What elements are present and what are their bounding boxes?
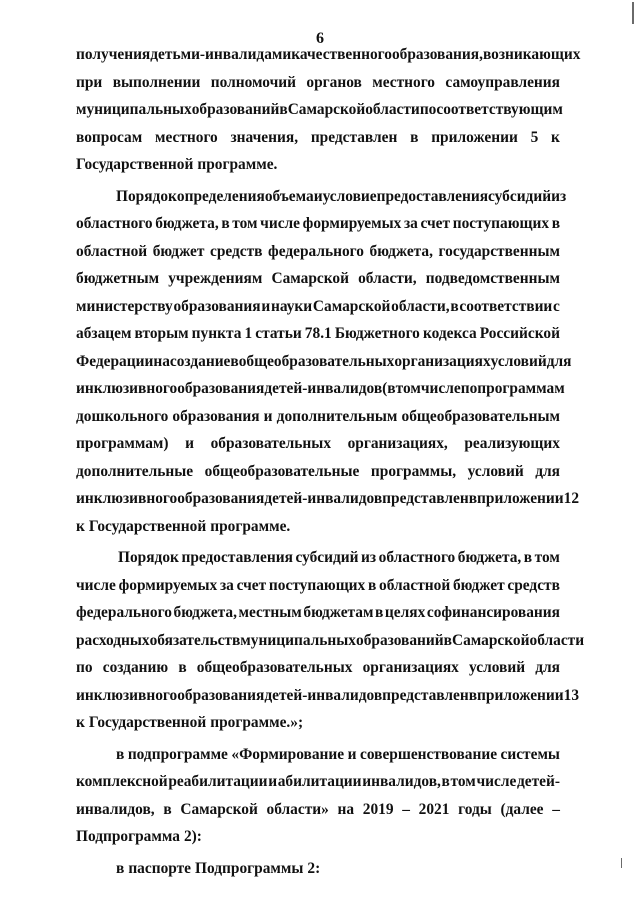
word: 2: — [307, 859, 321, 877]
word: дополнительные — [76, 462, 194, 480]
word: в — [468, 686, 478, 704]
paragraph — [76, 544, 585, 737]
word: представлен — [382, 686, 469, 704]
word: абзацем — [76, 325, 132, 342]
word: 78.1 — [304, 325, 332, 342]
word: для — [535, 659, 560, 676]
word: областной — [379, 576, 451, 594]
word: образования — [177, 490, 265, 507]
text-line — [76, 348, 572, 376]
word: счет — [420, 215, 451, 232]
word: субсидий — [295, 549, 359, 566]
word: выполнении — [112, 73, 201, 91]
word: созданию — [102, 659, 169, 676]
word: в — [116, 745, 125, 763]
text-line — [76, 654, 560, 682]
word: в — [441, 773, 450, 790]
word: в — [163, 800, 172, 818]
word: организациях — [394, 352, 491, 370]
word: образований — [356, 631, 444, 649]
document-body — [76, 41, 585, 882]
word: значения, — [230, 128, 299, 146]
word: программе. — [197, 156, 278, 173]
word: паспорте — [128, 859, 192, 877]
word: том — [395, 380, 421, 397]
word: Самарской — [287, 101, 366, 118]
word: создание — [169, 352, 231, 370]
word: в — [375, 604, 384, 621]
word: и — [185, 435, 195, 452]
word: условие — [322, 187, 377, 205]
word: программе. — [210, 517, 291, 535]
word: формируемых — [118, 576, 218, 594]
word: по — [460, 380, 478, 397]
word: образования, — [391, 46, 483, 63]
word: определения — [176, 187, 265, 205]
word: Государственной — [88, 714, 207, 731]
word: статьи — [255, 325, 302, 342]
word: бюджет — [452, 576, 505, 594]
word: комплексной — [76, 773, 168, 790]
word: детей-инвалидов — [264, 380, 383, 397]
word: Самарской — [180, 800, 258, 818]
word: Государственной — [88, 517, 207, 535]
word: 1 — [244, 325, 253, 342]
word: области» — [266, 800, 329, 818]
word: за — [403, 215, 418, 232]
word: муниципальных — [76, 101, 192, 118]
word: счет — [236, 576, 267, 594]
text-line — [76, 682, 580, 710]
text-line — [76, 320, 560, 348]
word: системы — [500, 745, 560, 763]
word: 2019 — [362, 800, 394, 818]
word: предоставления — [181, 549, 293, 566]
word: Самарской — [451, 631, 530, 649]
word: самоуправления — [445, 73, 560, 91]
word: в — [450, 297, 459, 315]
word: и — [263, 407, 273, 425]
word: средств — [209, 242, 263, 260]
word: учреждениям — [168, 270, 263, 287]
word: детей-инвалидов — [264, 490, 383, 507]
word: годы — [458, 800, 492, 818]
word: – — [552, 800, 560, 818]
word: пункта — [191, 325, 242, 342]
paragraph — [76, 741, 560, 851]
word: Российской — [479, 325, 560, 342]
word: целях — [384, 604, 426, 621]
text-line — [76, 768, 560, 796]
paragraph — [76, 855, 560, 883]
word: инвалидов, — [76, 800, 155, 818]
word: средств — [507, 576, 560, 594]
text-line — [76, 599, 560, 627]
word: к — [76, 714, 85, 731]
word: бюджетам — [303, 604, 374, 621]
word: инвалидов, — [362, 773, 441, 790]
word: формируемых — [302, 215, 402, 232]
word: бюджета, — [457, 549, 522, 566]
text-line — [76, 627, 585, 655]
word: объема — [264, 187, 314, 205]
word: (далее — [500, 800, 544, 818]
word: инклюзивного — [76, 380, 178, 397]
word: образования — [172, 407, 260, 425]
word: Бюджетного — [334, 325, 420, 342]
word: обязательств — [149, 631, 241, 649]
word: бюджета, — [173, 604, 237, 621]
word: общеобразовательным — [401, 407, 560, 425]
scan-edge-mark — [621, 858, 622, 868]
word: детей- — [516, 773, 560, 790]
word: бюджет — [152, 242, 205, 260]
word: в — [410, 128, 419, 146]
word: бюджетным — [76, 270, 160, 287]
text-line — [76, 293, 560, 321]
word: программы, — [370, 462, 457, 480]
word: качественного — [291, 46, 392, 63]
word: приложении — [477, 490, 564, 507]
word: и — [347, 745, 357, 763]
word: на — [337, 800, 355, 818]
word: подведомственным — [425, 270, 560, 287]
word: общеобразовательные — [204, 462, 360, 480]
word: поступающих — [452, 215, 550, 232]
word: области — [529, 631, 585, 649]
word: к — [76, 517, 85, 535]
word: организациях, — [347, 435, 448, 452]
word: образования — [177, 380, 265, 397]
word: том — [450, 773, 476, 790]
text-line — [76, 375, 565, 403]
word: за — [219, 576, 234, 594]
word: возникающих — [482, 46, 581, 63]
word: приложении — [477, 686, 564, 704]
word: Самарской — [312, 297, 391, 315]
word: числе — [420, 380, 461, 397]
text-line — [76, 544, 560, 572]
word: 2021 — [418, 800, 450, 818]
word: вторым — [134, 325, 189, 342]
text-line — [76, 238, 560, 266]
word: областной — [76, 242, 148, 260]
word: инклюзивного — [76, 686, 178, 704]
word: органов — [306, 73, 362, 91]
word: общеобразовательных — [238, 352, 395, 370]
word: дошкольного — [76, 407, 169, 425]
word: полномочий — [210, 73, 296, 91]
word: предоставления — [376, 187, 489, 205]
text-line — [76, 403, 560, 431]
text-line — [76, 183, 567, 211]
word: области, — [358, 270, 417, 287]
word: бюджета, — [369, 242, 433, 260]
word: организациях — [362, 659, 459, 676]
word: местного — [372, 73, 436, 91]
word: бюджета, — [155, 215, 219, 232]
word: областного — [76, 215, 153, 232]
word: – — [402, 800, 410, 818]
word: для — [535, 462, 560, 480]
word: Самарской — [271, 270, 349, 287]
word: числе — [476, 773, 517, 790]
word: местного — [154, 128, 218, 146]
word: программе.»; — [210, 714, 304, 731]
word: инклюзивного — [76, 490, 178, 507]
word: образований — [191, 101, 280, 118]
word: Подпрограммы — [195, 859, 304, 877]
word: кодекса — [422, 325, 477, 342]
word: представлен — [382, 490, 469, 507]
text-line — [76, 210, 560, 238]
word: софинансирования — [426, 604, 560, 621]
word: в — [523, 549, 533, 566]
word: условий — [490, 352, 547, 370]
word: образования — [173, 297, 261, 315]
word: детьми-инвалидами — [150, 46, 292, 63]
word: соответствии — [459, 297, 553, 315]
word: министерству — [76, 297, 173, 315]
word: федерального — [76, 604, 172, 621]
word: совершенствование — [360, 745, 498, 763]
word: субсидий — [488, 187, 552, 205]
word: реализующих — [464, 435, 560, 452]
text-line — [76, 430, 560, 458]
text-line — [76, 151, 560, 179]
word: в — [468, 490, 478, 507]
word: программам — [477, 380, 565, 397]
text-line — [76, 485, 580, 513]
word: расходных — [76, 631, 150, 649]
text-line — [76, 513, 560, 541]
word: представлен — [310, 128, 398, 146]
scan-edge-mark — [632, 2, 634, 24]
word: 5 — [530, 128, 539, 146]
text-line — [76, 823, 560, 851]
word: и — [261, 297, 271, 315]
word: государственным — [438, 242, 560, 260]
word: в — [116, 859, 125, 877]
word: в — [443, 631, 452, 649]
word: приложении — [431, 128, 518, 146]
text-line — [76, 458, 560, 486]
word: и — [313, 187, 323, 205]
word: в — [367, 576, 377, 594]
word: поступающих — [268, 576, 366, 594]
word: из — [551, 187, 567, 205]
word: том — [534, 549, 560, 566]
word: абилитации — [277, 773, 362, 790]
word: получения — [76, 46, 151, 63]
word: Порядок — [116, 187, 177, 205]
word: в — [279, 101, 288, 118]
word: по — [76, 659, 93, 676]
word: в — [221, 215, 230, 232]
word: с — [553, 297, 560, 315]
word: том — [232, 215, 258, 232]
paragraph — [76, 183, 580, 541]
word: числе — [76, 576, 116, 594]
paragraph — [76, 41, 581, 179]
word: областного — [378, 549, 456, 566]
word: условий — [469, 659, 526, 676]
text-line — [76, 796, 560, 824]
word: по — [419, 101, 437, 118]
word: Порядок — [118, 549, 179, 566]
word: науки — [270, 297, 313, 315]
word: местным — [238, 604, 302, 621]
word: к — [551, 128, 560, 146]
word: федерального — [268, 242, 364, 260]
word: общеобразовательных — [196, 659, 353, 676]
word: области — [365, 101, 420, 118]
word: реабилитации — [168, 773, 268, 790]
text-line — [76, 709, 560, 737]
word: образовательных — [210, 435, 332, 452]
text-line — [76, 855, 560, 883]
word: из — [361, 549, 377, 566]
text-line — [76, 265, 560, 293]
word: условий — [467, 462, 524, 480]
word: детей-инвалидов — [264, 686, 383, 704]
word: вопросам — [76, 128, 143, 146]
word: Государственной — [76, 156, 194, 173]
word: числе — [260, 215, 301, 232]
text-line — [76, 96, 563, 124]
word: в — [178, 659, 187, 676]
word: Федерации — [76, 352, 154, 370]
word: 13 — [563, 686, 580, 704]
word: для — [546, 352, 572, 370]
word: 2): — [183, 828, 202, 845]
page-number: 6 — [316, 30, 324, 47]
text-line — [76, 69, 560, 97]
word: (в — [382, 380, 396, 397]
word: «Формирование — [231, 745, 345, 763]
word: дополнительным — [276, 407, 398, 425]
word: в — [230, 352, 239, 370]
word: муниципальных — [240, 631, 356, 649]
word: в — [551, 215, 560, 232]
word: образования — [177, 686, 265, 704]
text-line — [76, 124, 560, 152]
word: программам) — [76, 435, 169, 452]
word: Подпрограмма — [76, 828, 180, 845]
word: соответствующим — [436, 101, 563, 118]
word: при — [76, 73, 103, 91]
word: и — [268, 773, 278, 790]
text-line — [76, 572, 560, 600]
word: на — [153, 352, 170, 370]
word: 12 — [563, 490, 580, 507]
text-line — [76, 41, 581, 69]
word: области, — [391, 297, 450, 315]
word: подпрограмме — [127, 745, 228, 763]
text-line — [76, 741, 560, 769]
